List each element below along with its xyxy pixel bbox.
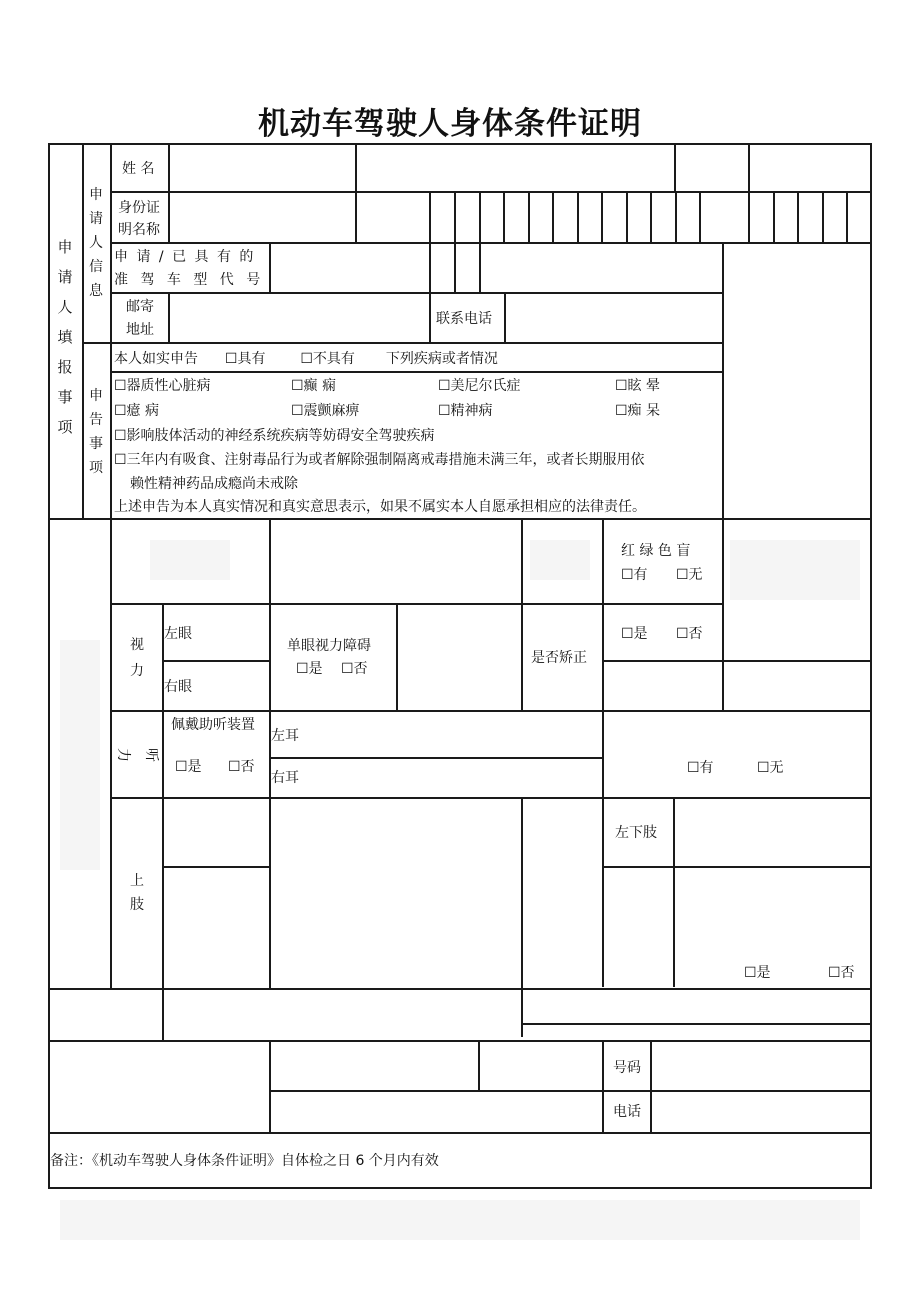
scan-artifact [530,540,590,580]
disease-drug-checkbox[interactable]: ☐三年内有吸食、注射毒品行为或者解除强制隔离戒毒措施未满三年，或者长期服用依 [114,452,645,468]
disease-checkbox[interactable]: ☐器质性心脏病 [114,378,211,394]
color-blind-no-checkbox[interactable]: ☐无 [676,567,703,583]
vehicle-class-label-line2: 准 驾 车 型 代 号 [114,272,265,288]
name-label: 姓 名 [122,161,155,177]
opt-have-checkbox[interactable]: ☐具有 [224,351,266,367]
right-eye-label: 右眼 [164,679,192,695]
id-label-line2: 明名称 [118,222,160,238]
disease-checkbox[interactable]: ☐震颤麻痹 [291,403,360,419]
corrected-label: 是否矫正 [531,650,587,666]
limb-yes-checkbox[interactable]: ☐是 [744,965,771,981]
applicant-info-label: 申请人信息 [89,187,103,299]
scan-artifact [60,1200,860,1240]
tel-label: 电话 [613,1104,641,1120]
disease-checkbox[interactable]: ☐眩 晕 [615,378,661,394]
opt-not-have-checkbox[interactable]: ☐不具有 [300,351,355,367]
left-lower-limb-label: 左下肢 [615,825,657,841]
right-ear-label: 右耳 [271,770,299,786]
footnote: 备注：《机动车驾驶人身体条件证明》自体检之日 6 个月内有效 [50,1153,439,1169]
disease-checkbox[interactable]: ☐癔 病 [114,403,160,419]
monocular-impairment-label: 单眼视力障碍 [287,638,371,654]
upper-limb-label: 上肢 [130,873,144,913]
left-eye-label: 左眼 [164,626,192,642]
vision-label: 视力 [130,637,144,679]
number-label: 号码 [613,1060,641,1076]
hearing-aid-label: 佩戴助听装置 [171,717,255,733]
color-blind-yes-checkbox[interactable]: ☐有 [621,567,648,583]
declare-intro-text: 本人如实申告 [114,351,198,367]
hearing-none-checkbox[interactable]: ☐无 [757,760,784,776]
limb-no-checkbox[interactable]: ☐否 [828,965,855,981]
monocular-yes-checkbox[interactable]: ☐是 [296,661,323,677]
declaration-intro [114,350,498,368]
disease-neuro-checkbox[interactable]: ☐影响肢体活动的神经系统疾病等妨碍安全驾驶疾病 [114,428,435,444]
hearing-aid-yes-checkbox[interactable]: ☐是 [175,759,202,775]
disease-checkbox[interactable]: ☐美尼尔氏症 [438,378,521,394]
phone-label: 联系电话 [436,311,492,327]
scan-artifact [150,540,230,580]
hearing-label: 听力 [115,748,159,762]
declaration-statement: 上述申告为本人真实情况和真实意思表示，如果不属实本人自愿承担相应的法律责任。 [114,499,646,515]
left-ear-label: 左耳 [271,728,299,744]
scan-artifact [730,540,860,600]
vehicle-class-label-line1: 申 请 / 已 具 有 的 [114,249,256,265]
color-blind-label: 红 绿 色 盲 [621,543,691,559]
hearing-have-checkbox[interactable]: ☐有 [687,760,714,776]
hearing-aid-no-checkbox[interactable]: ☐否 [228,759,255,775]
applicant-section-label: 申请人填报事项 [57,238,73,436]
address-label-line2: 地址 [126,322,154,338]
declaration-label: 申告事项 [89,388,103,476]
corrected-yes-checkbox[interactable]: ☐是 [621,626,648,642]
disease-checkbox[interactable]: ☐癫 痫 [291,378,337,394]
id-label-line1: 身份证 [118,200,160,216]
page-title: 机动车驾驶人身体条件证明 [258,106,642,142]
disease-checkbox[interactable]: ☐痴 呆 [615,403,661,419]
address-label-line1: 邮寄 [126,299,154,315]
disease-drug-line2: 赖性精神药品成瘾尚未戒除 [130,476,298,492]
declare-suffix-text: 下列疾病或者情况 [385,351,498,367]
corrected-no-checkbox[interactable]: ☐否 [676,626,703,642]
disease-checkbox[interactable]: ☐精神病 [438,403,493,419]
monocular-no-checkbox[interactable]: ☐否 [341,661,368,677]
scan-artifact [60,640,100,870]
